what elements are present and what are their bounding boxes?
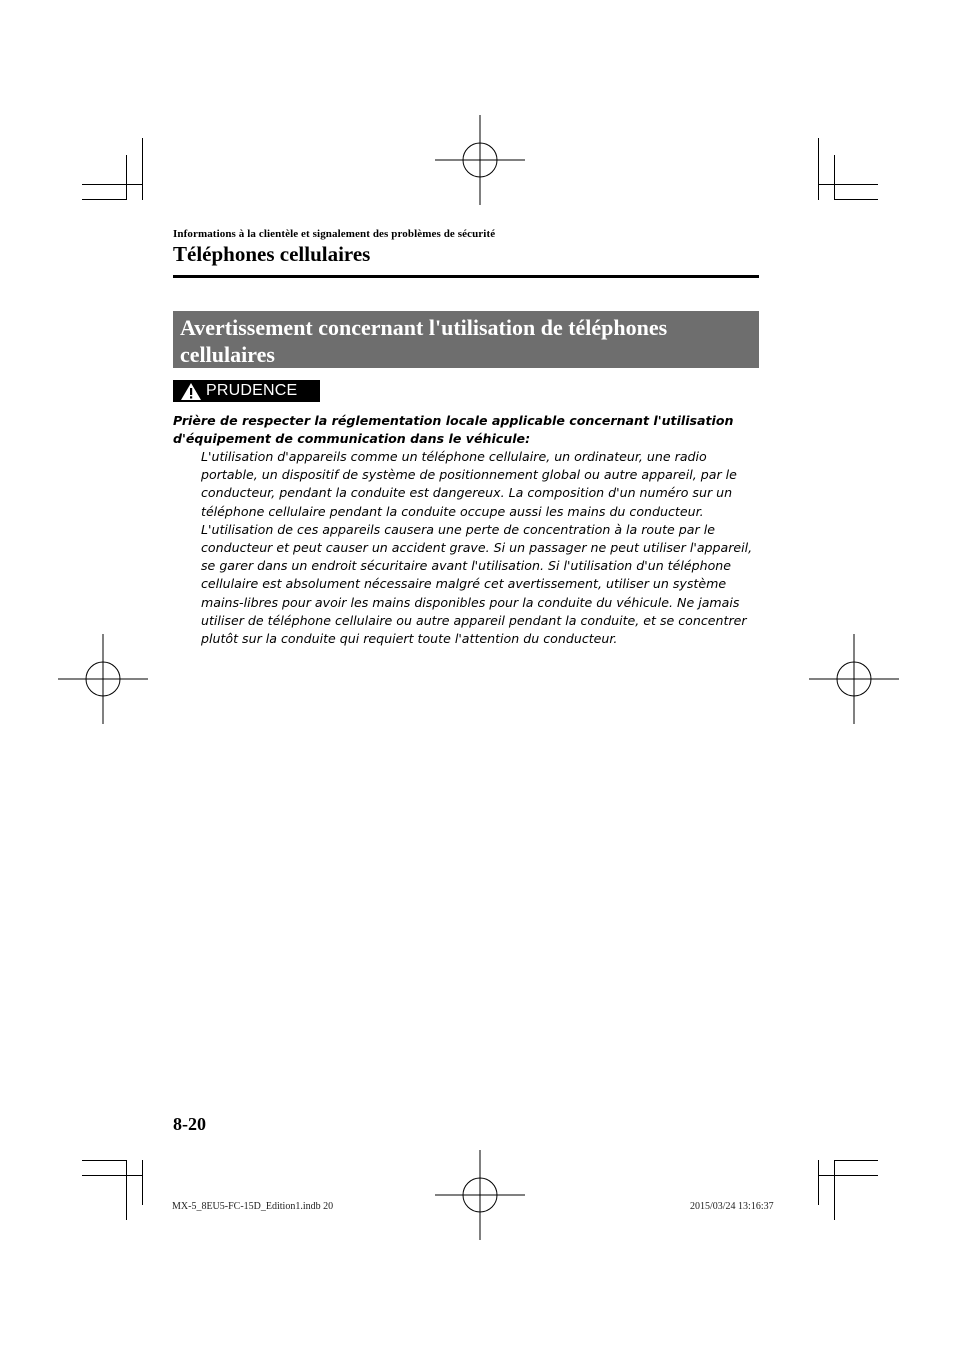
page-number: 8-20 — [173, 1114, 206, 1134]
page-title: Téléphones cellulaires — [173, 242, 371, 266]
file-slug: MX-5_8EU5-FC-15D_Edition1.indb 20 — [172, 1201, 334, 1212]
section-heading: Avertissement concernant l'utilisation de téléphones cellulaires — [180, 315, 668, 367]
caution-body-text: L'utilisation d'appareils comme un téléphone cellulaire, un ordinateur, une radio portable, un dispositif de système de positionnement global ou autre appareil, par le conducteur, pendant la conduite est dangereux. La composition d'un numéro sur un téléphone cellulaire pendant la conduite occupe aussi les mains du conducteur. L'utilisation de ces appareils causera une perte de concentration à la route par le conducteur et peut causer un accident grave. Si un passager ne peut utiliser l'appareil, se garer dans un endroit sécuritaire avant l'utilisation. Si l'utilisation d'un téléphone cellulaire est absolument nécessaire malgré cet avertissement, utiliser un système mains-libres pour avoir les mains disponibles pour la conduite du véhicule. Ne jamais utiliser de téléphone cellulaire ou autre appareil pendant la conduite, et se concentrer plutôt sur la conduite qui requiert toute l'attention du conducteur. — [201, 449, 753, 647]
print-timestamp: 2015/03/24 13:16:37 — [690, 1201, 774, 1212]
registration-mark-bottom-icon — [435, 1150, 525, 1240]
breadcrumb: Informations à la clientèle et signalement des problèmes de sécurité — [173, 228, 496, 240]
registration-mark-right-icon — [809, 634, 899, 724]
registration-mark-left-icon — [58, 634, 148, 724]
section-banner — [173, 311, 759, 368]
caution-lead-text: Prière de respecter la réglementation locale applicable concernant l'utilisation d'équipement de communication dans le véhicule: — [173, 413, 734, 446]
caution-badge — [173, 380, 320, 402]
registration-mark-top-icon — [435, 115, 525, 205]
title-divider — [173, 275, 759, 278]
warning-triangle-icon — [180, 382, 202, 401]
caution-label: PRUDENCE — [206, 382, 298, 399]
